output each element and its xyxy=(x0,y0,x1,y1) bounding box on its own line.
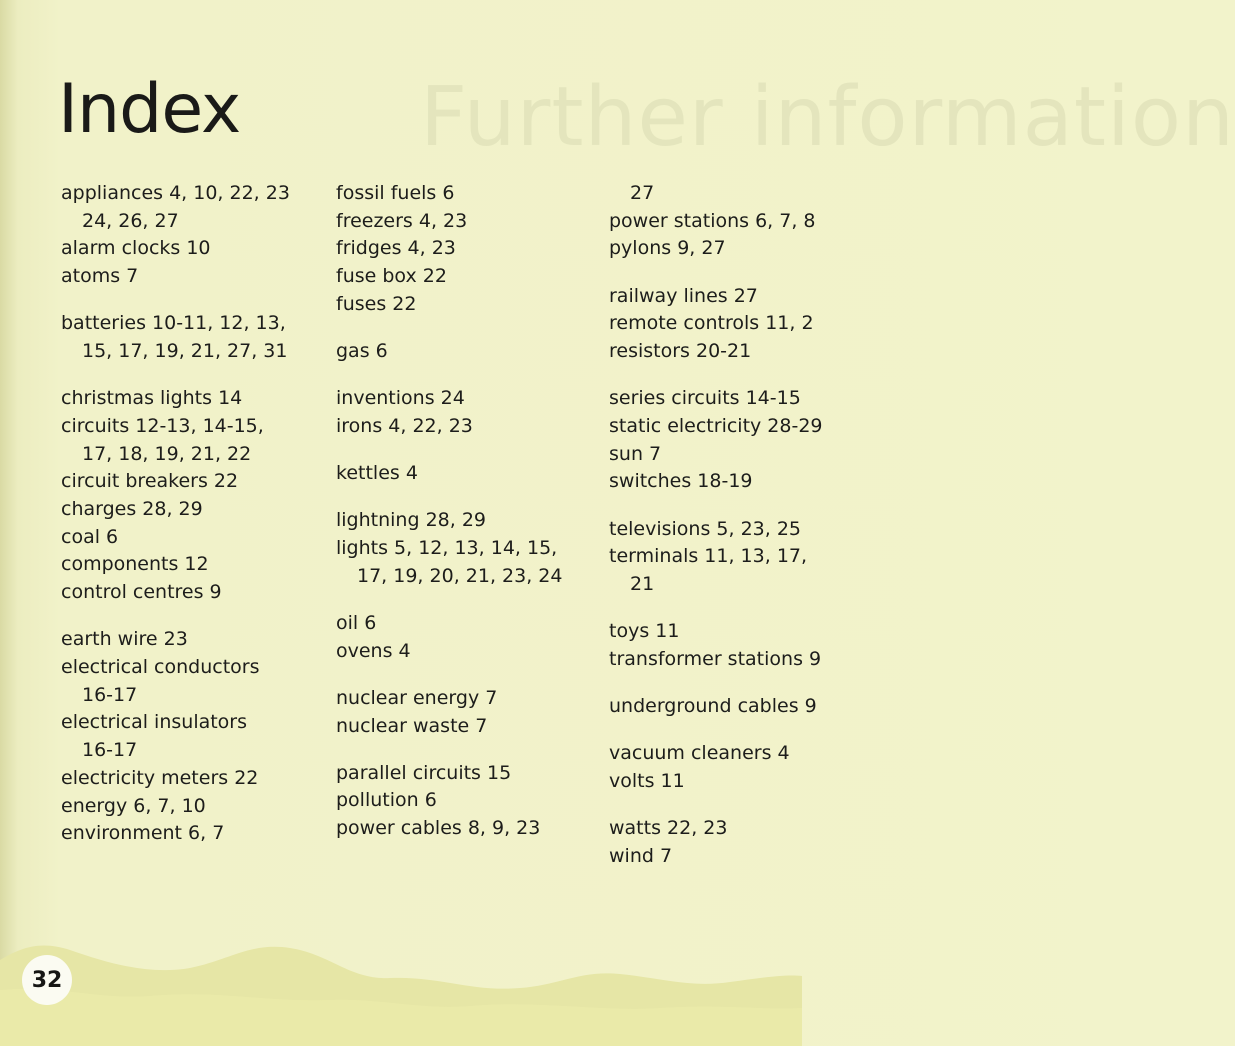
index-entry-line: environment 6, 7 xyxy=(61,822,225,845)
ghost-heading: Further information xyxy=(420,70,1235,165)
index-entry-line: fridges 4, 23 xyxy=(336,237,456,260)
index-entry-line: nuclear waste 7 xyxy=(336,714,488,737)
index-entry-line: lights 5, 12, 13, 14, 15, xyxy=(336,537,558,560)
index-entry-line: energy 6, 7, 10 xyxy=(61,794,206,817)
index-entry xyxy=(61,235,331,263)
footer-wave xyxy=(0,930,802,1046)
index-entry-line: watts 22, 23 xyxy=(609,817,728,840)
index-entry-line: kettles 4 xyxy=(336,462,418,485)
index-entry xyxy=(61,765,331,793)
index-entry xyxy=(609,235,829,263)
index-entry-line: nuclear energy 7 xyxy=(336,686,498,709)
index-entry-continuation: 17, 18, 19, 21, 22 xyxy=(82,442,252,465)
index-entry-line: pollution 6 xyxy=(336,789,437,812)
index-gap xyxy=(61,291,331,311)
page-number-badge: 32 xyxy=(22,955,72,1005)
index-entry xyxy=(336,460,596,488)
index-entry-line: terminals 11, 13, 17, xyxy=(609,545,808,568)
index-entry xyxy=(609,543,829,598)
index-entry-line: static electricity 28-29 xyxy=(609,414,823,437)
index-entry xyxy=(609,843,829,871)
index-entry xyxy=(609,208,829,236)
index-gap xyxy=(609,796,829,816)
index-entry-line: appliances 4, 10, 22, 23 xyxy=(61,182,290,204)
index-entry-line: electricity meters 22 xyxy=(61,766,259,789)
index-entry xyxy=(61,413,331,468)
index-entry-line: control centres 9 xyxy=(61,581,222,604)
index-entry-line: components 12 xyxy=(61,553,209,576)
index-entry-continuation: 17, 19, 20, 21, 23, 24 xyxy=(357,564,563,587)
index-entry-line: railway lines 27 xyxy=(609,284,758,307)
index-entry xyxy=(336,713,596,741)
index-entry xyxy=(61,180,331,235)
index-entry xyxy=(609,338,829,366)
index-entry xyxy=(609,693,829,721)
index-gap xyxy=(609,496,829,516)
index-entry-line: switches 18-19 xyxy=(609,470,753,493)
index-entry-line: gas 6 xyxy=(336,340,388,363)
index-entry xyxy=(609,768,829,796)
index-entry-line: volts 11 xyxy=(609,769,685,792)
index-gap xyxy=(609,366,829,386)
index-entry xyxy=(336,685,596,713)
index-entry xyxy=(61,551,331,579)
index-entry-line: coal 6 xyxy=(61,525,119,548)
index-gap xyxy=(336,665,596,685)
index-entry xyxy=(61,496,331,524)
index-entry xyxy=(61,654,331,709)
index-entry xyxy=(61,263,331,291)
index-entry xyxy=(336,787,596,815)
index-entry-line: fuse box 22 xyxy=(336,265,447,288)
index-entry-line: televisions 5, 23, 25 xyxy=(609,517,802,540)
index-gap xyxy=(61,366,331,386)
index-entry-line: series circuits 14-15 xyxy=(609,387,801,410)
index-entry-line: irons 4, 22, 23 xyxy=(336,414,473,437)
index-entry-line: parallel circuits 15 xyxy=(336,761,512,784)
index-entry xyxy=(336,507,596,535)
index-entry xyxy=(61,820,331,848)
index-entry-line: electrical conductors xyxy=(61,656,260,679)
index-entry-line: resistors 20-21 xyxy=(609,340,752,363)
index-entry-line: wind 7 xyxy=(609,844,673,867)
index-entry xyxy=(61,310,331,365)
index-entry-line: lightning 28, 29 xyxy=(336,509,487,532)
index-entry-continuation: 24, 26, 27 xyxy=(82,209,179,232)
index-entry-line: pylons 9, 27 xyxy=(609,237,726,260)
index-entry-line: oil 6 xyxy=(336,611,377,634)
index-entry xyxy=(336,638,596,666)
index-entry xyxy=(336,610,596,638)
index-entry xyxy=(336,180,596,208)
index-gap xyxy=(336,441,596,461)
index-entry-line: underground cables 9 xyxy=(609,695,817,718)
index-entry xyxy=(609,385,829,413)
index-entry xyxy=(61,524,331,552)
index-gap xyxy=(609,263,829,283)
index-column-3 xyxy=(609,180,829,871)
index-entry xyxy=(336,535,596,590)
index-entry xyxy=(609,618,829,646)
index-entry xyxy=(609,815,829,843)
index-column-2 xyxy=(336,180,596,843)
index-entry-continuation: 21 xyxy=(630,572,655,595)
index-entry xyxy=(609,646,829,674)
index-gap xyxy=(61,607,331,627)
index-entry-line: remote controls 11, 2 xyxy=(609,312,814,335)
index-entry xyxy=(609,310,829,338)
index-entry-line: batteries 10-11, 12, 13, xyxy=(61,312,286,335)
index-entry-line: inventions 24 xyxy=(336,387,465,410)
page-title: Index xyxy=(58,70,241,149)
index-entry xyxy=(336,338,596,366)
index-entry xyxy=(336,760,596,788)
index-entry-line: 27 xyxy=(630,182,655,204)
index-entry xyxy=(61,468,331,496)
index-gap xyxy=(336,319,596,339)
index-entry xyxy=(336,235,596,263)
index-entry xyxy=(336,385,596,413)
index-entry-line: freezers 4, 23 xyxy=(336,209,468,232)
index-entry xyxy=(61,579,331,607)
index-entry xyxy=(609,516,829,544)
index-entry xyxy=(336,291,596,319)
index-entry-line: christmas lights 14 xyxy=(61,387,243,410)
index-entry-line: alarm clocks 10 xyxy=(61,237,211,260)
index-entry xyxy=(336,263,596,291)
index-entry-line: circuits 12-13, 14-15, xyxy=(61,414,264,437)
index-entry xyxy=(609,441,829,469)
index-entry-line: charges 28, 29 xyxy=(61,498,203,521)
index-gap xyxy=(609,599,829,619)
index-entry-line: fuses 22 xyxy=(336,292,417,315)
index-gap xyxy=(336,590,596,610)
index-entry xyxy=(609,283,829,311)
index-entry-line: earth wire 23 xyxy=(61,628,188,651)
index-gap xyxy=(609,721,829,741)
index-entry-line: atoms 7 xyxy=(61,265,139,288)
index-column-1 xyxy=(61,180,331,848)
index-entry xyxy=(609,740,829,768)
index-entry xyxy=(61,626,331,654)
index-entry-line: power stations 6, 7, 8 xyxy=(609,209,816,232)
index-entry-continuation: 16-17 xyxy=(82,739,138,762)
index-entry xyxy=(336,815,596,843)
index-entry-line: power cables 8, 9, 23 xyxy=(336,817,541,840)
index-entry-line: vacuum cleaners 4 xyxy=(609,742,790,765)
index-gap xyxy=(336,366,596,386)
index-entry xyxy=(336,208,596,236)
index-entry-line: electrical insulators xyxy=(61,711,248,734)
index-entry xyxy=(61,709,331,764)
index-entry-continuation: 15, 17, 19, 21, 27, 31 xyxy=(82,340,288,363)
index-gap xyxy=(336,488,596,508)
index-entry-line: ovens 4 xyxy=(336,639,411,662)
index-entry-line: sun 7 xyxy=(609,442,662,465)
index-entry xyxy=(609,413,829,441)
index-entry-line: fossil fuels 6 xyxy=(336,182,455,204)
index-entry xyxy=(61,385,331,413)
index-entry-line: transformer stations 9 xyxy=(609,647,822,670)
index-entry-continuation: 16-17 xyxy=(82,683,138,706)
index-entry-line: circuit breakers 22 xyxy=(61,470,239,493)
index-entry-line: toys 11 xyxy=(609,620,680,643)
index-entry xyxy=(609,468,829,496)
index-gap xyxy=(336,740,596,760)
index-entry xyxy=(336,413,596,441)
index-entry xyxy=(61,793,331,821)
index-entry xyxy=(609,180,829,208)
index-gap xyxy=(609,674,829,694)
